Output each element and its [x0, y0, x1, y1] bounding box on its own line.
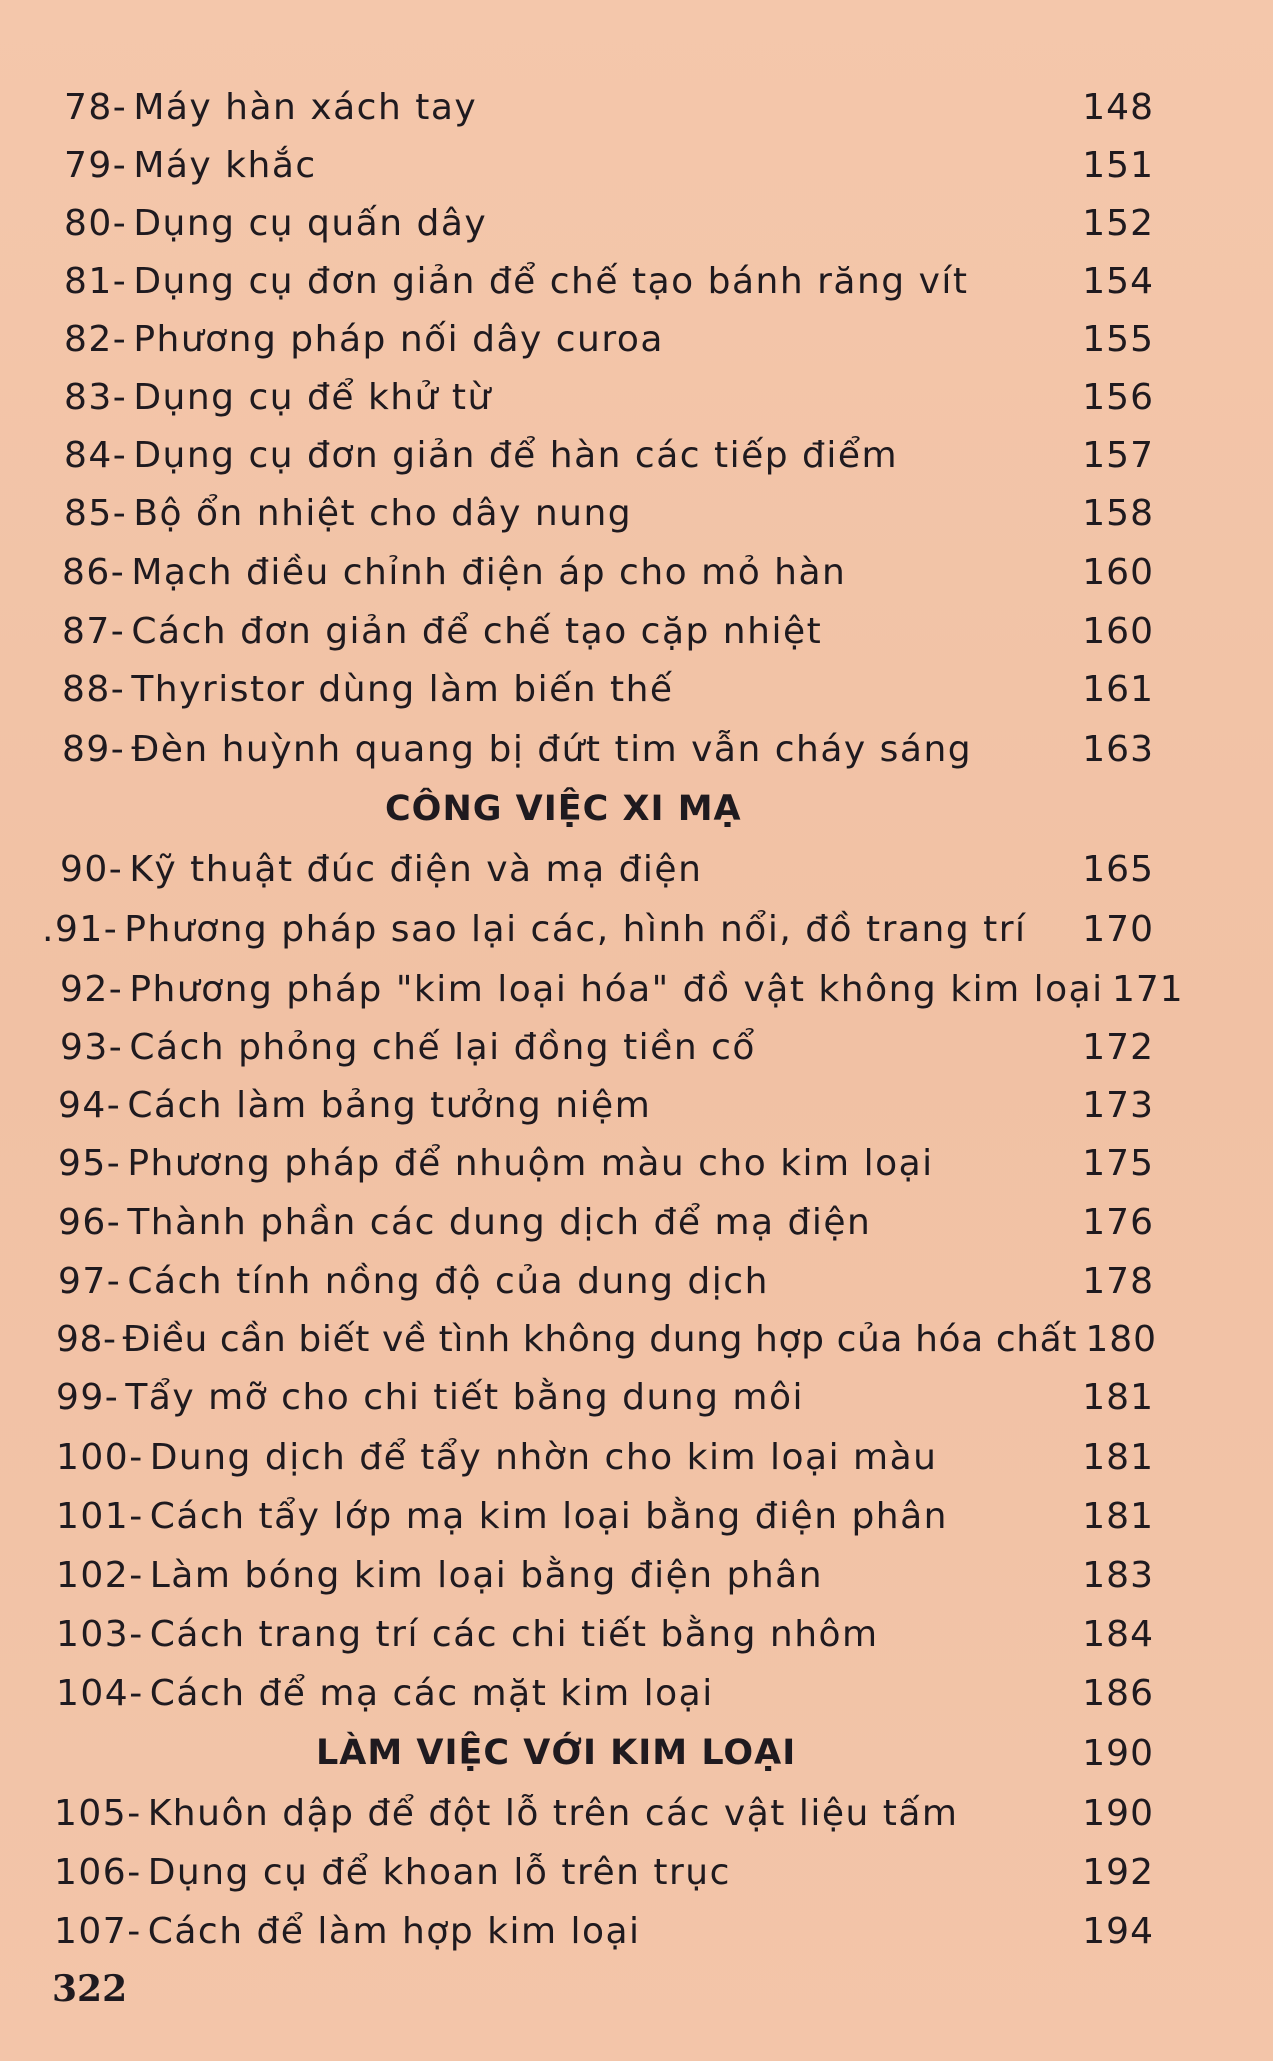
entry-page: 181: [1082, 1376, 1154, 1418]
toc-entry: [62, 662, 1154, 716]
entry-page: 160: [1082, 610, 1154, 652]
toc-entry: [58, 1136, 1154, 1190]
entry-title: Mạch điều chỉnh điện áp cho mỏ hàn: [131, 551, 847, 593]
entry-page: 161: [1082, 668, 1154, 710]
entry-title: Cách làm bảng tưởng niệm: [127, 1084, 652, 1126]
section-page: 190: [1082, 1732, 1154, 1774]
entry-number: 106-: [54, 1851, 142, 1893]
entry-title: Thành phần các dung dịch để mạ điện: [127, 1201, 872, 1243]
entry-number: 80-: [64, 202, 128, 244]
entry-page: 151: [1082, 144, 1154, 186]
entry-title: Phương pháp để nhuộm màu cho kim loại: [127, 1142, 934, 1184]
entry-title: Làm bóng kim loại bằng điện phân: [149, 1554, 824, 1596]
section-heading: [0, 782, 1273, 836]
toc-entry: [56, 1370, 1154, 1424]
entry-number: 90-: [60, 848, 124, 890]
entry-number: 83-: [64, 376, 128, 418]
toc-entry: [56, 1666, 1154, 1720]
entry-title: Phương pháp sao lại các, hình nổi, đồ trang trí: [124, 908, 1027, 950]
toc-entry: [58, 1254, 1154, 1308]
entry-title: Dụng cụ để khử từ: [133, 376, 492, 418]
entry-title: Máy hàn xách tay: [133, 86, 478, 128]
entry-number: 93-: [60, 1026, 124, 1068]
entry-page: 172: [1082, 1026, 1154, 1068]
toc-entry: [64, 312, 1154, 366]
toc-entry: [64, 428, 1154, 482]
entry-page: 190: [1082, 1792, 1154, 1834]
entry-number: 86-: [62, 551, 126, 593]
toc-entry: [56, 1489, 1154, 1543]
entry-number: 92-: [60, 968, 124, 1010]
entry-number: 88-: [62, 668, 126, 710]
toc-entry: [56, 1312, 1158, 1366]
entry-title: Thyristor dùng làm biến thế: [131, 668, 674, 710]
entry-title: Phương pháp nối dây curoa: [133, 318, 664, 360]
entry-page: 173: [1082, 1084, 1154, 1126]
entry-title: Bộ ổn nhiệt cho dây nung: [133, 492, 633, 534]
toc-entry: [54, 1845, 1154, 1899]
toc-entry: [64, 196, 1154, 250]
entry-number: 84-: [64, 434, 128, 476]
entry-number: 100-: [56, 1436, 144, 1478]
entry-page: 194: [1082, 1910, 1154, 1952]
entry-page: 181: [1082, 1436, 1154, 1478]
entry-title: Cách phỏng chế lại đồng tiền cổ: [129, 1026, 756, 1068]
entry-page: 170: [1082, 908, 1154, 950]
section-title: CÔNG VIỆC XI MẠ: [385, 789, 742, 829]
toc-entry: [64, 138, 1154, 192]
entry-title: Máy khắc: [133, 144, 317, 186]
entry-page: 175: [1082, 1142, 1154, 1184]
section-title: LÀM VIỆC VỚI KIM LOẠI: [316, 1733, 797, 1773]
entry-number: 98-: [56, 1318, 117, 1360]
entry-page: 152: [1082, 202, 1154, 244]
entry-page: 184: [1082, 1613, 1154, 1655]
entry-title: Tẩy mỡ cho chi tiết bằng dung môi: [125, 1376, 805, 1418]
entry-page: 180: [1085, 1318, 1158, 1360]
entry-page: 156: [1082, 376, 1154, 418]
toc-entry: [60, 1020, 1154, 1074]
entry-page: 165: [1082, 848, 1154, 890]
toc-entry: [60, 842, 1154, 896]
entry-page: 158: [1082, 492, 1154, 534]
entry-number: 79-: [64, 144, 128, 186]
entry-page: 183: [1082, 1554, 1154, 1596]
entry-number: 101-: [56, 1495, 144, 1537]
entry-number: .91-: [42, 908, 119, 950]
toc-entry: [42, 902, 1154, 956]
entry-title: Phương pháp "kim loại hóa" đồ vật không kim loại: [129, 968, 1104, 1010]
entry-page: 155: [1082, 318, 1154, 360]
entry-title: Khuôn dập để đột lỗ trên các vật liệu tấm: [147, 1792, 959, 1834]
entry-title: Cách đơn giản để chế tạo cặp nhiệt: [131, 610, 823, 652]
page-number: 322: [52, 1968, 128, 2010]
entry-number: 99-: [56, 1376, 120, 1418]
entry-number: 102-: [56, 1554, 144, 1596]
entry-title: Cách trang trí các chi tiết bằng nhôm: [149, 1613, 879, 1655]
toc-entry: [56, 1607, 1154, 1661]
section-heading: [316, 1726, 1154, 1780]
entry-title: Dụng cụ đơn giản để chế tạo bánh răng vít: [133, 260, 969, 302]
toc-entry: [64, 486, 1154, 540]
toc-entry: [58, 1078, 1154, 1132]
entry-number: 89-: [62, 728, 126, 770]
entry-number: 97-: [58, 1260, 122, 1302]
entry-title: Cách tính nồng độ của dung dịch: [127, 1260, 769, 1302]
entry-title: Đèn huỳnh quang bị đứt tim vẫn cháy sáng: [131, 728, 973, 770]
entry-page: 192: [1082, 1851, 1154, 1893]
entry-page: 160: [1082, 551, 1154, 593]
entry-page: 186: [1082, 1672, 1154, 1714]
toc-entry: [60, 962, 1184, 1016]
toc-entry: [64, 254, 1154, 308]
entry-title: Dụng cụ để khoan lỗ trên trục: [147, 1851, 731, 1893]
entry-page: 163: [1082, 728, 1154, 770]
entry-number: 82-: [64, 318, 128, 360]
entry-number: 85-: [64, 492, 128, 534]
entry-title: Cách để mạ các mặt kim loại: [149, 1672, 714, 1714]
entry-title: Kỹ thuật đúc điện và mạ điện: [129, 848, 703, 890]
entry-number: 107-: [54, 1910, 142, 1952]
entry-title: Cách để làm hợp kim loại: [147, 1910, 641, 1952]
entry-page: 154: [1082, 260, 1154, 302]
entry-number: 87-: [62, 610, 126, 652]
entry-page: 171: [1111, 968, 1184, 1010]
entry-number: 103-: [56, 1613, 144, 1655]
entry-number: 95-: [58, 1142, 122, 1184]
toc-entry: [58, 1195, 1154, 1249]
toc-entry: [64, 80, 1154, 134]
entry-title: Dung dịch để tẩy nhờn cho kim loại màu: [149, 1436, 938, 1478]
entry-page: 178: [1082, 1260, 1154, 1302]
entry-number: 104-: [56, 1672, 144, 1714]
toc-entry: [62, 604, 1154, 658]
entry-number: 96-: [58, 1201, 122, 1243]
entry-page: 148: [1082, 86, 1154, 128]
entry-title: Cách tẩy lớp mạ kim loại bằng điện phân: [149, 1495, 948, 1537]
entry-title: Dụng cụ quấn dây: [133, 202, 488, 244]
entry-number: 94-: [58, 1084, 122, 1126]
entry-page: 176: [1082, 1201, 1154, 1243]
entry-title: Dụng cụ đơn giản để hàn các tiếp điểm: [133, 434, 899, 476]
entry-page: 157: [1082, 434, 1154, 476]
entry-number: 81-: [64, 260, 128, 302]
entry-number: 105-: [54, 1792, 142, 1834]
entry-title: Điều cần biết về tình không dung hợp của hóa chất: [122, 1318, 1078, 1360]
entry-page: 181: [1082, 1495, 1154, 1537]
toc-entry: [64, 370, 1154, 424]
toc-entry: [62, 545, 1154, 599]
entry-number: 78-: [64, 86, 128, 128]
toc-entry: [62, 722, 1154, 776]
toc-entry: [54, 1904, 1154, 1958]
toc-entry: [56, 1430, 1154, 1484]
toc-entry: [54, 1786, 1154, 1840]
toc-entry: [56, 1548, 1154, 1602]
